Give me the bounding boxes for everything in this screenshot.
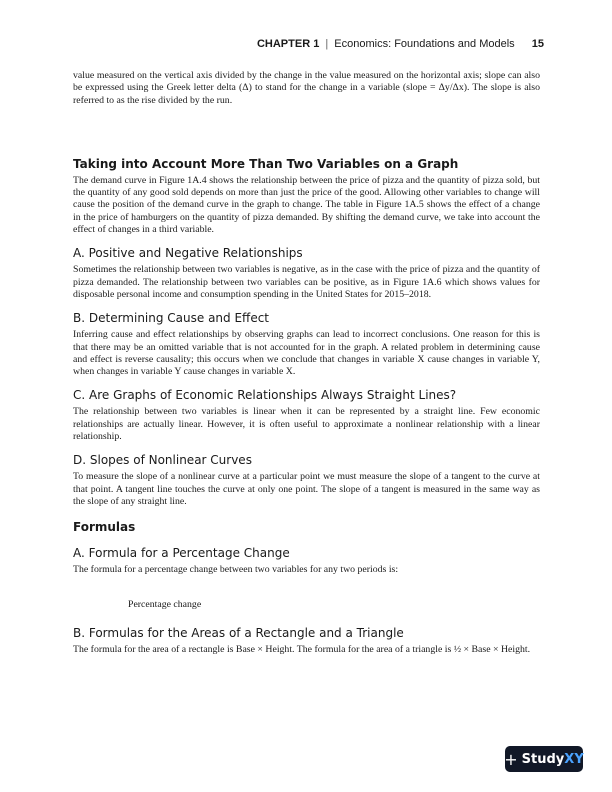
header-separator: | bbox=[325, 38, 329, 50]
heading-positive-negative: A. Positive and Negative Relationships bbox=[73, 246, 303, 261]
heading-more-variables: Taking into Account More Than Two Variables on a Graph bbox=[73, 156, 459, 171]
page-number: 15 bbox=[531, 38, 544, 50]
heading-area-formulas: B. Formulas for the Areas of a Rectangle and a Triangle bbox=[73, 625, 404, 640]
paragraph-area-formulas: The formula for the area of a rectangle is Base × Height. The formula for the area of a triangle is ½ × Base × Height. bbox=[73, 643, 531, 655]
heading-nonlinear-slopes: D. Slopes of Nonlinear Curves bbox=[73, 453, 252, 468]
paragraph-more-variables: The demand curve in Figure 1A.4 shows the relationship between the price of pizza and the quantity of pizza sold, but the quantity of any good sold depends on more than just the price of the good. Allowing other variables to change will cause the position of the demand curve in the graph to change. The table in Figure 1A.5 shows the effect of a change in the price of hamburgers on the quantity of pizza demanded. By shifting the demand curve, we take into account the effect of changes in a third variable. bbox=[73, 174, 540, 236]
heading-straight-lines: C. Are Graphs of Economic Relationships Always Straight Lines? bbox=[73, 388, 457, 403]
chapter-label: CHAPTER 1 bbox=[256, 38, 320, 50]
page-body bbox=[73, 70, 540, 656]
chapter-title: Economics: Foundations and Models bbox=[334, 38, 515, 50]
running-header bbox=[257, 38, 544, 50]
plus-icon: + bbox=[504, 749, 518, 769]
heading-cause-effect: B. Determining Cause and Effect bbox=[73, 311, 270, 326]
paragraph-positive-negative: Sometimes the relationship between two variables is negative, as in the case with the price of pizza and the quantity of pizza demanded. The relationship between two variables can be positive, as in Figure 1A.6 which shows values for disposable personal income and consumption spending in the United States for 2015–2018. bbox=[73, 264, 540, 300]
brand-study: Study bbox=[521, 751, 565, 767]
heading-percentage-change: A. Formula for a Percentage Change bbox=[73, 546, 290, 561]
intro-paragraph: value measured on the vertical axis divided by the change in the value measured on the horizontal axis; slope can also be expressed using the Greek letter delta (Δ) to stand for the change in a variable (slope = Δy/Δx). The slope is also referred to as the rise divided by the run. bbox=[73, 70, 540, 106]
brand-xy: XY bbox=[564, 751, 584, 767]
paragraph-percentage-change: The formula for a percentage change between two variables for any two periods is: bbox=[73, 564, 399, 576]
paragraph-straight-lines: The relationship between two variables is linear when it can be represented by a straight line. Few economic relationships are actually linear. However, it is often useful to approximate a nonlinear relationship with a linear relationship. bbox=[73, 406, 540, 443]
heading-formulas: Formulas bbox=[73, 520, 136, 535]
percentage-change-formula-label: Percentage change bbox=[128, 598, 202, 610]
studyxy-badge[interactable] bbox=[505, 746, 583, 772]
paragraph-nonlinear-slopes: To measure the slope of a nonlinear curve at a particular point we must measure the slope of a tangent to the curve at that point. A tangent line touches the curve at only one point. The slope of a tangent is measured in the same way as the slope of any straight line. bbox=[73, 471, 540, 507]
paragraph-cause-effect: Inferring cause and effect relationships by observing graphs can lead to incorrect conclusions. One reason for this is that there may be an omitted variable that is not accounted for in the graph. A related problem in determining cause and effect is reverse causality; this occurs when we conclude that changes in variable X cause changes in variable Y, when changes in variable Y cause changes in variable X. bbox=[73, 329, 540, 378]
